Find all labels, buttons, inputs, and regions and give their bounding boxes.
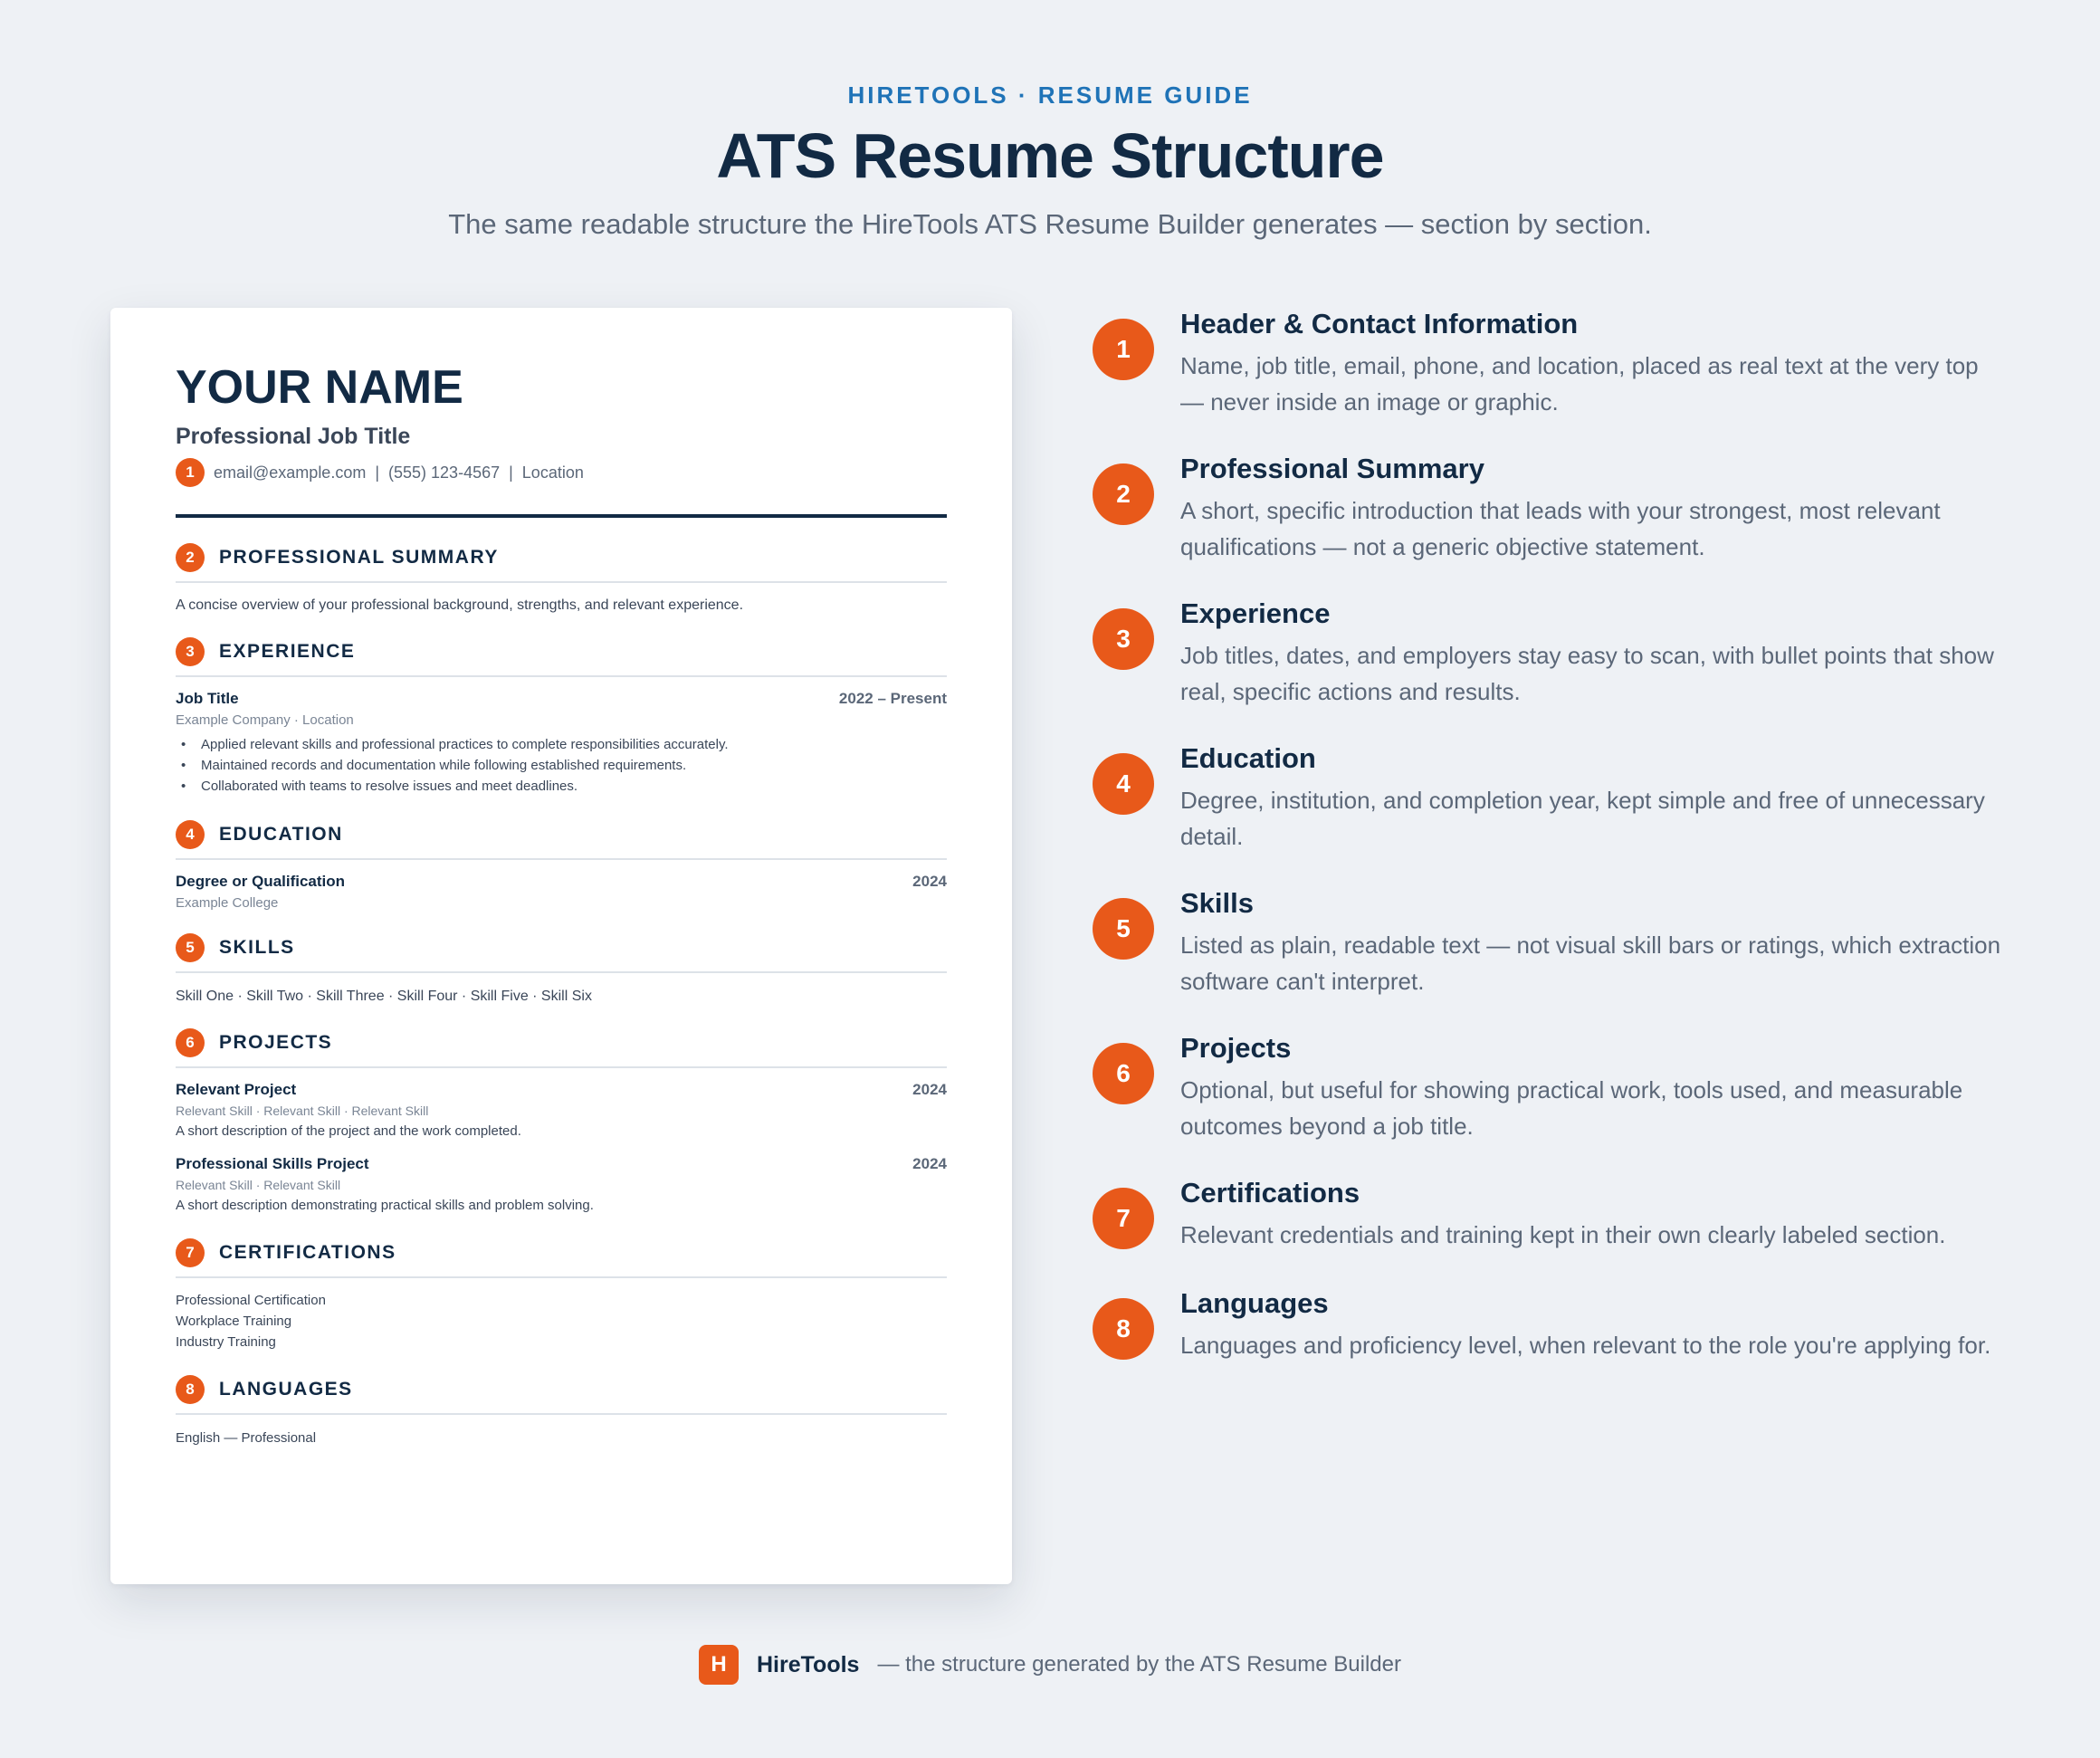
guide-description: Degree, institution, and completion year, kept simple and free of unnecessary detail. [1180,787,1985,850]
section-header-summary [176,542,947,573]
contact-location: Location [521,463,584,482]
guide-description: Languages and proficiency level, when relevant to the role you're applying for. [1180,1332,1991,1359]
bullet-text: Maintained records and documentation while following established requirements. [201,758,687,773]
experience-bullet [176,737,729,752]
guide-number-badge: 8 [1093,1298,1154,1360]
contact-separator: | [375,463,380,482]
section-badge-5: 5 [176,933,205,962]
contact-phone: (555) 123-4567 [388,463,501,482]
guide-number-badge: 2 [1093,463,1154,525]
section-badge-8: 8 [176,1375,205,1404]
section-badge-7: 7 [176,1238,205,1267]
section-header-languages [176,1374,947,1405]
guide-description: Job titles, dates, and employers stay easy to scan, with bullet points that show real, specific actions and results. [1180,642,1994,705]
bullet-marker: • [181,737,186,752]
section-header-skills [176,932,947,963]
guide-number-badge: 7 [1093,1188,1154,1249]
skills-text: Skill One · Skill Two · Skill Three · Skill Four · Skill Five · Skill Six [176,989,592,1004]
project-year: 2024 [912,1081,947,1098]
project-description: A short description demonstrating practical skills and problem solving. [176,1198,594,1213]
experience-company: Example Company · Location [176,712,354,728]
section-badge-2: 2 [176,543,205,572]
project-description: A short description of the project and the work completed. [176,1123,521,1139]
page-title: ATS Resume Structure [716,120,1384,191]
page-subtitle: The same readable structure the HireTools ATS Resume Builder generates — section by section. [448,208,1652,240]
guide-description: Name, job title, email, phone, and location, placed as real text at the very top — never inside an image or graphic. [1180,352,1979,416]
section-divider [176,971,947,973]
guide-title: Professional Summary [1180,453,1484,484]
footer-tagline: — the structure generated by the ATS Resume Builder [877,1652,1401,1677]
guide-number-badge: 3 [1093,608,1154,670]
section-title-languages: LANGUAGES [219,1379,353,1400]
experience-job-title: Job Title [176,690,239,707]
guide-description: Optional, but useful for showing practical work, tools used, and measurable outcomes beyond a job title. [1180,1076,1963,1140]
footer [0,1644,2100,1686]
experience-bullet [176,758,686,773]
resume-job-title: Professional Job Title [176,424,411,449]
bullet-text: Applied relevant skills and professional practices to complete responsibilities accurately. [201,737,729,752]
guide-title: Experience [1180,597,1331,629]
section-badge-4: 4 [176,820,205,849]
section-title-summary: PROFESSIONAL SUMMARY [219,547,499,568]
experience-dates: 2022 – Present [838,690,947,707]
project-year: 2024 [912,1155,947,1172]
project-skills: Relevant Skill · Relevant Skill [176,1178,341,1192]
section-title-certifications: CERTIFICATIONS [219,1242,396,1263]
project-name: Relevant Project [176,1081,297,1098]
guide-title: Languages [1180,1287,1329,1319]
certification-item: Workplace Training [176,1314,292,1329]
section-divider [176,1276,947,1278]
experience-bullet [176,779,578,794]
languages-text: English — Professional [176,1430,317,1446]
section-badge-1: 1 [176,458,205,487]
education-year: 2024 [912,873,947,890]
bullet-marker: • [181,758,186,773]
certification-item: Industry Training [176,1334,276,1350]
footer-brand: HireTools [757,1651,860,1677]
section-header-projects [176,1027,947,1058]
resume-name: YOUR NAME [176,361,463,414]
section-divider [176,1066,947,1068]
education-degree: Degree or Qualification [176,873,346,890]
section-divider [176,1413,947,1415]
section-header-experience [176,636,947,667]
guide-title: Header & Contact Information [1180,308,1579,339]
section-title-experience: EXPERIENCE [219,641,356,662]
guide-number-badge: 4 [1093,753,1154,815]
guide-number-badge: 5 [1093,898,1154,960]
guide-title: Skills [1180,887,1254,919]
hiretools-logo-icon: H [699,1645,739,1685]
header-divider [176,514,947,518]
summary-text: A concise overview of your professional background, strengths, and relevant experience. [176,597,744,613]
resume-card [110,308,1012,1584]
bullet-marker: • [181,779,186,794]
certification-item: Professional Certification [176,1293,326,1308]
guide-description: Listed as plain, readable text — not visual skill bars or ratings, which extraction software can't interpret. [1180,932,2001,995]
eyebrow-label: HIRETOOLS · RESUME GUIDE [847,81,1253,109]
contact-row [176,458,584,487]
guide-title: Education [1180,742,1316,774]
guide-title: Projects [1180,1032,1292,1064]
section-title-education: EDUCATION [219,824,343,845]
section-title-skills: SKILLS [219,937,295,958]
guide-description: A short, specific introduction that leads with your strongest, most relevant qualifications — not a generic objective statement. [1180,497,1941,560]
guide-title: Certifications [1180,1177,1360,1209]
section-divider [176,858,947,860]
guide-number-badge: 6 [1093,1043,1154,1104]
guide-description: Relevant credentials and training kept in their own clearly labeled section. [1180,1221,1946,1248]
section-badge-6: 6 [176,1028,205,1057]
project-name: Professional Skills Project [176,1155,369,1172]
contact-separator: | [509,463,513,482]
section-divider [176,581,947,583]
section-header-certifications [176,1237,947,1268]
contact-email: email@example.com [214,463,367,482]
bullet-text: Collaborated with teams to resolve issues and meet deadlines. [201,779,578,794]
section-badge-3: 3 [176,637,205,666]
education-school: Example College [176,895,279,911]
guide-number-badge: 1 [1093,319,1154,380]
section-divider [176,675,947,677]
section-header-education [176,819,947,850]
project-skills: Relevant Skill · Relevant Skill · Relevant Skill [176,1104,429,1118]
section-title-projects: PROJECTS [219,1032,333,1053]
